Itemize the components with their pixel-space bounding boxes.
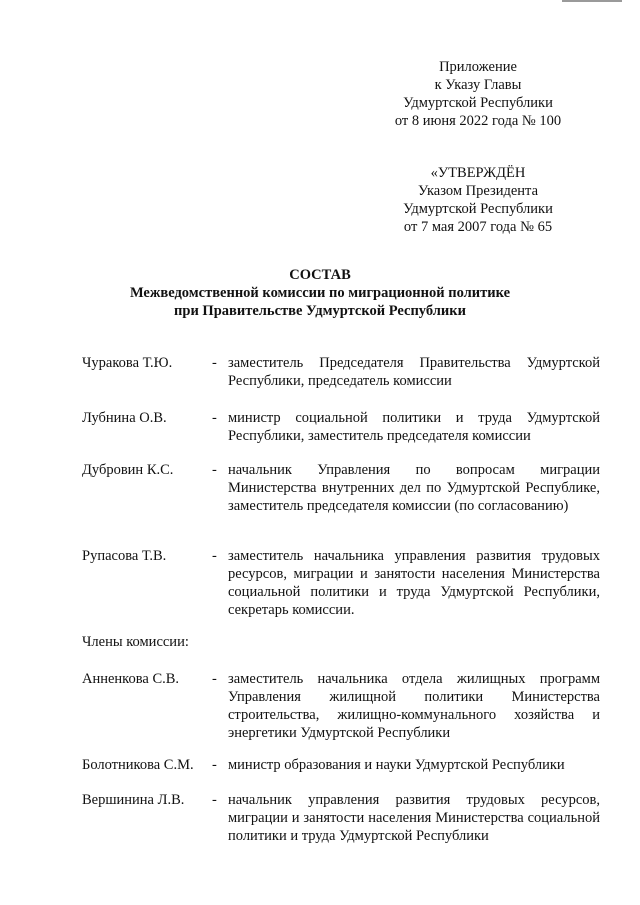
members-section-label: Члены комиссии: <box>82 634 189 650</box>
attachment-line: от 8 июня 2022 года № 100 <box>394 113 562 129</box>
dash-separator: - <box>212 757 217 773</box>
dash-separator: - <box>212 355 217 371</box>
approval-line: «УТВЕРЖДЁН <box>430 165 526 181</box>
approval-block <box>378 164 578 236</box>
member-role: министр социальной политики и труда Удмуртской Республики, заместитель председателя комиссии <box>228 410 600 444</box>
member-role: заместитель начальника отдела жилищных программ Управления жилищной политики Министерства строительства, жилищно-коммунального хозяйства и энергетики Удмуртской Республики <box>228 671 600 741</box>
member-name: Чуракова Т.Ю. <box>82 355 173 371</box>
attachment-line: к Указу Главы <box>434 77 522 93</box>
approval-line: Указом Президента <box>417 183 538 199</box>
member-name: Дубровин К.С. <box>82 462 174 478</box>
title-heading: СОСТАВ <box>289 267 351 283</box>
member-name: Рупасова Т.В. <box>82 548 167 564</box>
dash-separator: - <box>212 548 217 564</box>
member-role: министр образования и науки Удмуртской Республики <box>228 757 565 773</box>
document-title <box>60 266 580 320</box>
attachment-block <box>378 58 578 130</box>
member-name: Лубнина О.В. <box>82 410 167 426</box>
member-role: заместитель Председателя Правительства Удмуртской Республики, председатель комиссии <box>228 355 600 389</box>
dash-separator: - <box>212 671 217 687</box>
title-line: при Правительстве Удмуртской Республики <box>174 303 466 319</box>
member-name: Вершинина Л.В. <box>82 792 185 808</box>
approval-line: Удмуртской Республики <box>403 201 553 217</box>
member-role: начальник управления развития трудовых ресурсов, миграции и занятости населения Министерства социальной политики и труда Удмуртской Республики <box>228 792 600 844</box>
dash-separator: - <box>212 792 217 808</box>
member-role: заместитель начальника управления развития трудовых ресурсов, миграции и занятости населения Министерства социальной политики и труда Удмуртской Республики, секретарь комиссии. <box>228 548 600 618</box>
member-role: начальник Управления по вопросам миграции Министерства внутренних дел по Удмуртской Республике, заместитель председателя комиссии (по согласованию) <box>228 462 600 514</box>
approval-line: от 7 мая 2007 года № 65 <box>403 219 553 235</box>
member-name: Анненкова С.В. <box>82 671 180 687</box>
attachment-line: Приложение <box>439 59 517 75</box>
dash-separator: - <box>212 410 217 426</box>
member-name: Болотникова С.М. <box>82 757 194 773</box>
corner-scan-mark <box>562 0 622 2</box>
dash-separator: - <box>212 462 217 478</box>
title-line: Межведомственной комиссии по миграционной политике <box>129 285 511 301</box>
attachment-line: Удмуртской Республики <box>403 95 553 111</box>
